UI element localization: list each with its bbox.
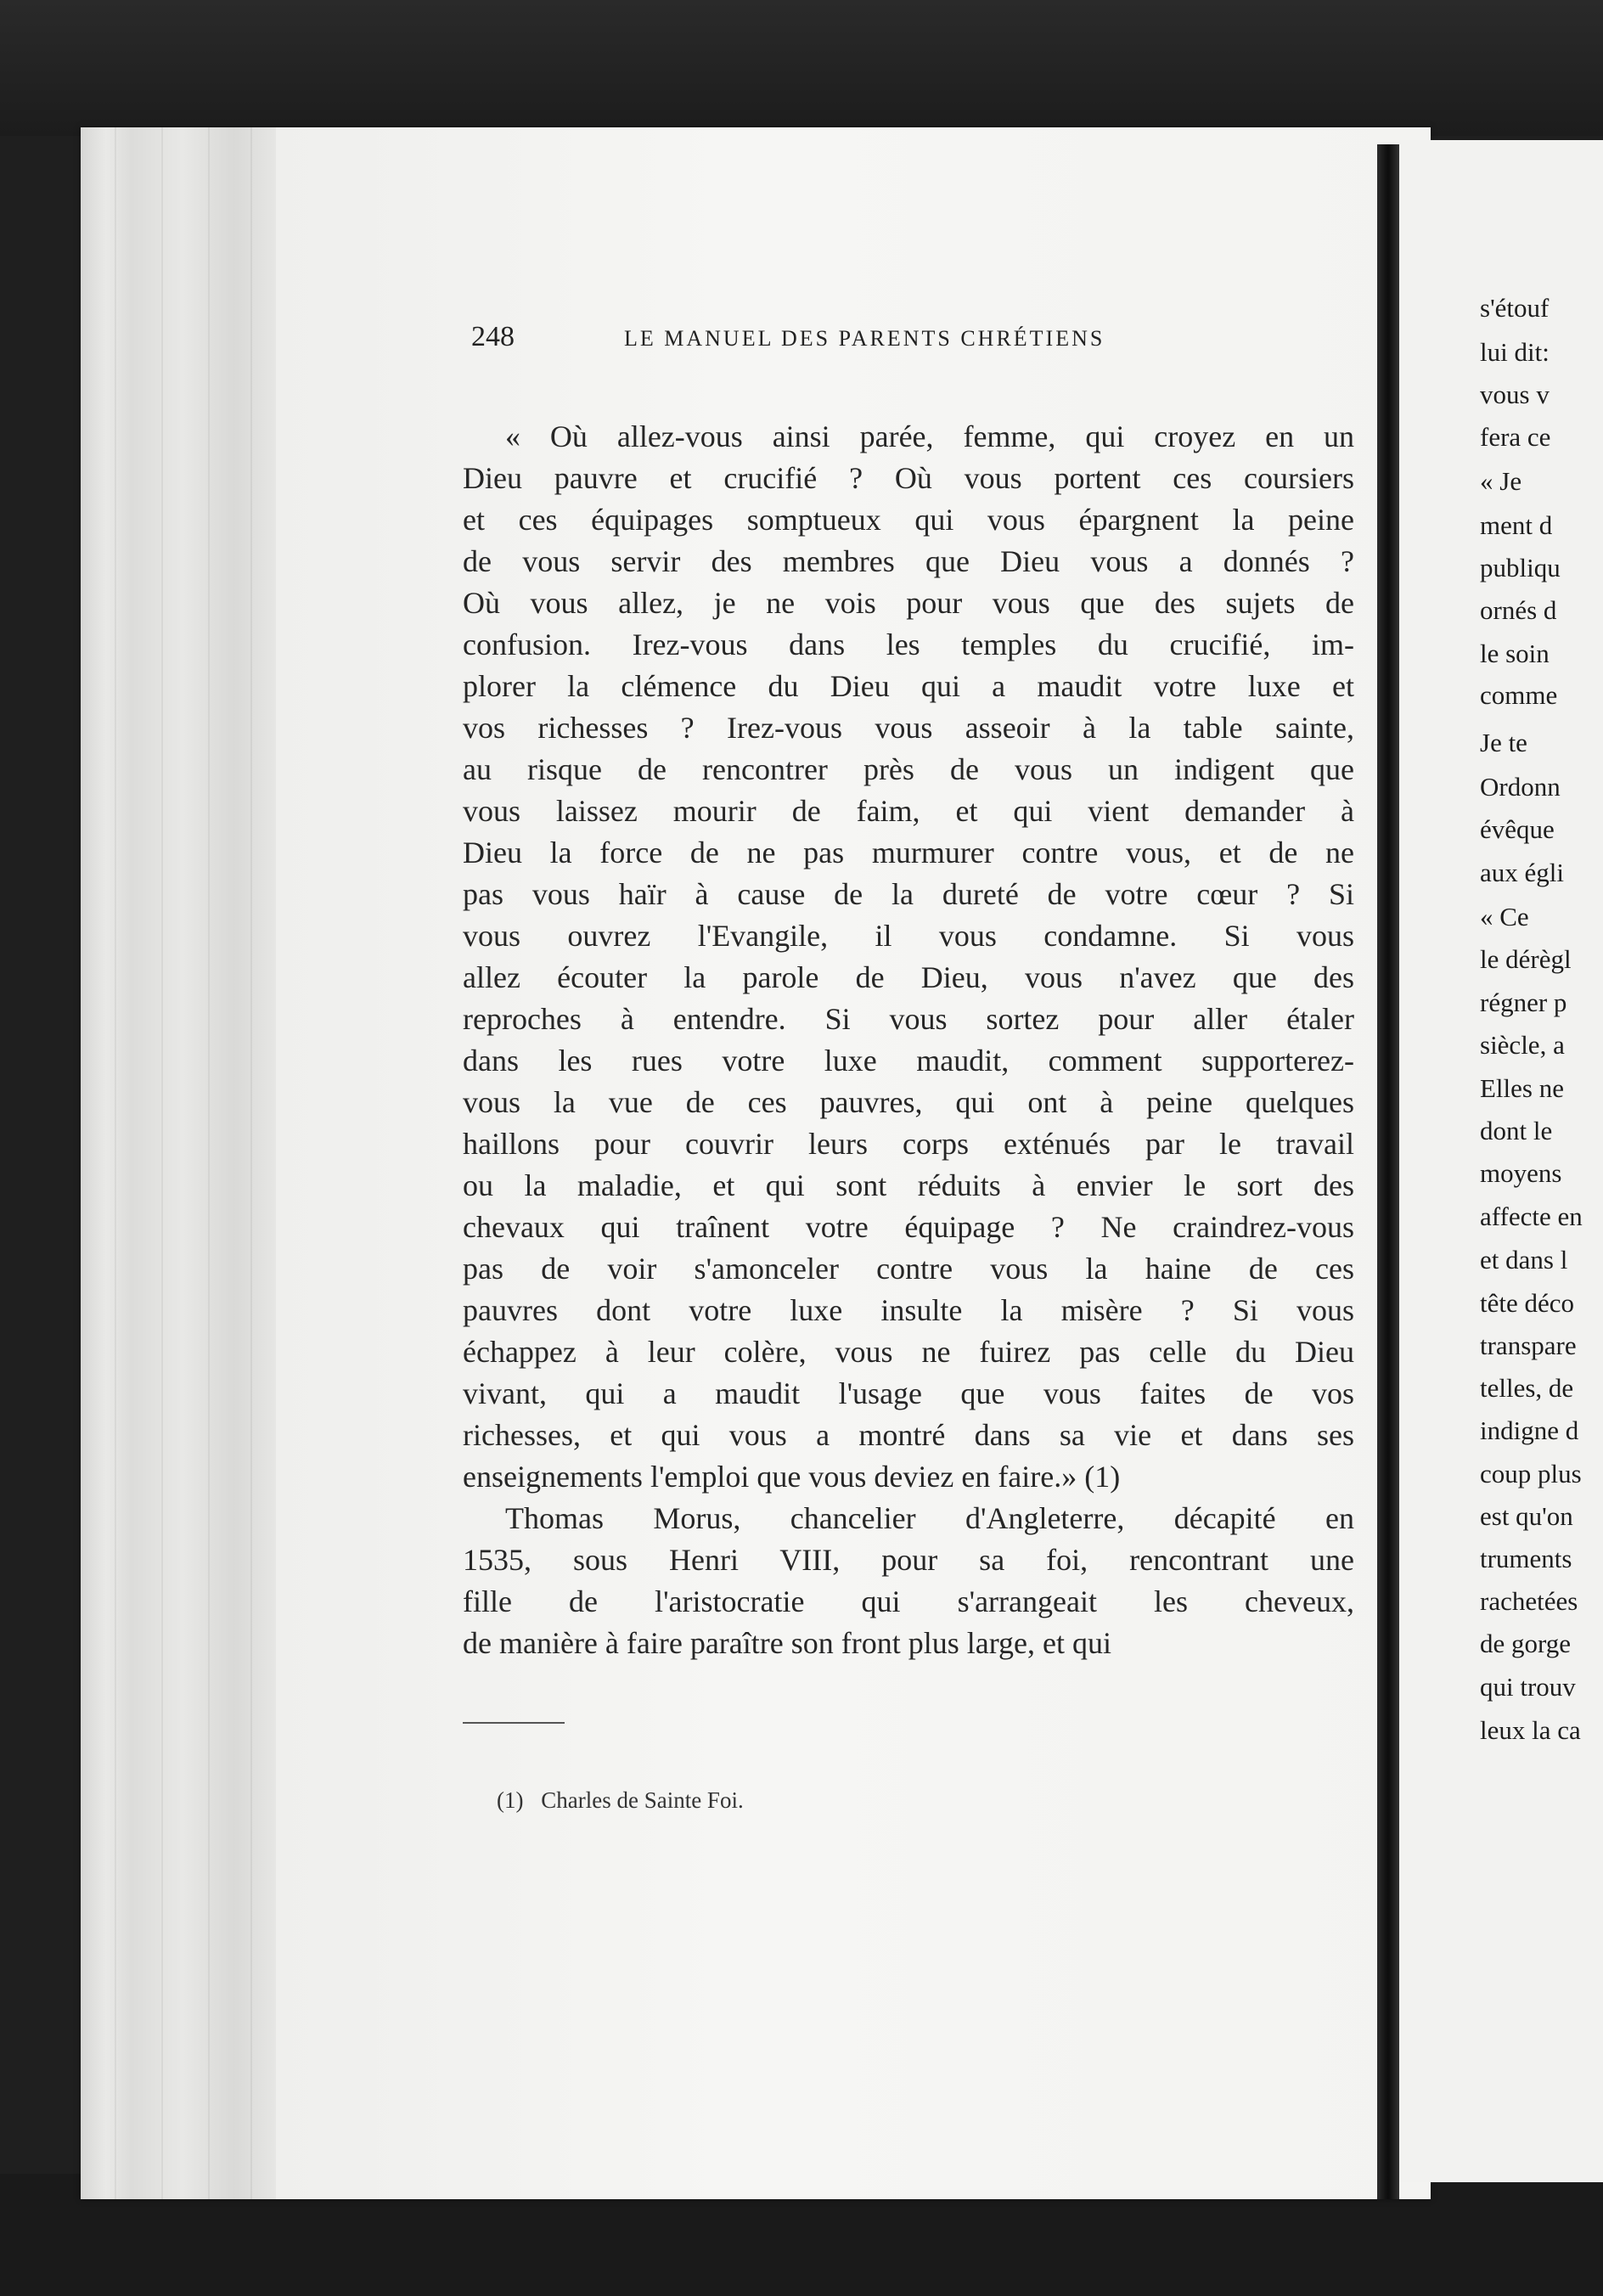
right-page-line: dont le — [1480, 1116, 1553, 1145]
right-page-line: ment d — [1480, 510, 1553, 540]
right-page-line: vous v — [1480, 380, 1550, 409]
right-page-line: telles, de — [1480, 1373, 1574, 1403]
footnote-text: Charles de Sainte Foi. — [541, 1787, 744, 1813]
text-line: échappez à leur colère, vous ne fuirez pas celle du Dieu — [463, 1335, 1354, 1369]
text-line: de vous servir des membres que Dieu vous a donnés ? — [463, 544, 1354, 578]
right-page-line: Ordonn — [1480, 772, 1561, 802]
right-page-line: indigne d — [1480, 1415, 1579, 1445]
right-page-line: évêque — [1480, 814, 1555, 844]
right-page-line: moyens — [1480, 1158, 1562, 1188]
right-page-line: affecte en — [1480, 1201, 1583, 1231]
page-header — [471, 321, 1333, 363]
right-page-line: le soin — [1480, 639, 1550, 668]
text-line: confusion. Irez-vous dans les temples du crucifié, im- — [463, 627, 1354, 661]
right-page-line: qui trouv — [1480, 1672, 1576, 1702]
text-line: allez écouter la parole de Dieu, vous n'avez que des — [463, 960, 1354, 994]
right-page-line: comme — [1480, 680, 1558, 710]
text-line: pas de voir s'amonceler contre vous la haine de ces — [463, 1252, 1354, 1286]
right-page-line: truments — [1480, 1544, 1572, 1573]
right-page-line: et dans l — [1480, 1245, 1568, 1275]
right-page-line: rachetées — [1480, 1586, 1578, 1616]
right-page-line: ornés d — [1480, 595, 1557, 625]
right-page-line: transpare — [1480, 1331, 1577, 1360]
page-number: 248 — [471, 321, 515, 352]
text-line: et ces équipages somptueux qui vous épargnent la peine — [463, 503, 1354, 537]
text-line: fille de l'aristocratie qui s'arrangeait les cheveux, — [463, 1584, 1354, 1618]
running-title: LE MANUEL DES PARENTS CHRÉTIENS — [624, 326, 1105, 351]
right-page-line: Elles ne — [1480, 1073, 1564, 1103]
text-line: ou la maladie, et qui sont réduits à envier le sort des — [463, 1168, 1354, 1202]
text-line: pas vous haïr à cause de la dureté de votre cœur ? Si — [463, 877, 1354, 911]
right-page-line: s'étouf — [1480, 293, 1550, 323]
text-line: haillons pour couvrir leurs corps exténués par le travail — [463, 1127, 1354, 1161]
text-line: vivant, qui a maudit l'usage que vous faites de vos — [463, 1376, 1354, 1410]
right-page-line: Je te — [1480, 728, 1527, 757]
text-line: pauvres dont votre luxe insulte la misère ? Si vous — [463, 1293, 1354, 1327]
right-page-line: siècle, a — [1480, 1030, 1565, 1060]
footnote-rule — [463, 1722, 565, 1724]
right-page-line: tête déco — [1480, 1288, 1575, 1318]
right-page-line: régner p — [1480, 988, 1567, 1017]
text-line: de manière à faire paraître son front plus large, et qui — [463, 1626, 1112, 1660]
text-line: « Où allez-vous ainsi parée, femme, qui croyez en un — [505, 419, 1354, 453]
body-text — [463, 416, 1354, 1664]
right-page-line: est qu'on — [1480, 1501, 1573, 1531]
text-line: dans les rues votre luxe maudit, comment supporterez- — [463, 1044, 1354, 1078]
text-line: Où vous allez, je ne vois pour vous que des sujets de — [463, 586, 1354, 620]
text-line: au risque de rencontrer près de vous un indigent que — [463, 752, 1354, 786]
right-page-line: « Ce — [1480, 902, 1529, 931]
text-line: enseignements l'emploi que vous deviez en faire.» (1) — [463, 1460, 1121, 1494]
text-line: Dieu la force de ne pas murmurer contre vous, et de ne — [463, 836, 1354, 869]
right-page-line: coup plus — [1480, 1459, 1582, 1488]
book-gutter — [1377, 144, 1399, 2199]
right-page-line: publiqu — [1480, 553, 1561, 582]
text-line: Dieu pauvre et crucifié ? Où vous portent ces coursiers — [463, 461, 1354, 495]
scan-background-top — [0, 0, 1603, 136]
text-line: vos richesses ? Irez-vous vous asseoir à la table sainte, — [463, 711, 1354, 745]
right-page-line: « Je — [1480, 466, 1522, 496]
text-line: vous ouvrez l'Evangile, il vous condamne. Si vous — [463, 919, 1354, 953]
right-page-line: de gorge — [1480, 1629, 1572, 1658]
page-edge-stack — [81, 127, 276, 2199]
right-page-line: fera ce — [1480, 422, 1551, 452]
right-page-line: leux la ca — [1480, 1715, 1581, 1745]
right-page-line: lui dit: — [1480, 337, 1550, 367]
text-line: plorer la clémence du Dieu qui a maudit votre luxe et — [463, 669, 1354, 703]
footnote — [497, 1787, 744, 1814]
right-page-line: le dérègl — [1480, 944, 1572, 974]
text-line: vous laissez mourir de faim, et qui vient demander à — [463, 794, 1354, 828]
text-line: Thomas Morus, chancelier d'Angleterre, décapité en — [505, 1501, 1354, 1535]
text-line: richesses, et qui vous a montré dans sa vie et dans ses — [463, 1418, 1354, 1452]
right-page-line: aux égli — [1480, 858, 1564, 887]
right-page — [1399, 140, 1603, 2182]
footnote-number: (1) — [497, 1787, 524, 1813]
text-line: reproches à entendre. Si vous sortez pour aller étaler — [463, 1002, 1354, 1036]
text-line: 1535, sous Henri VIII, pour sa foi, rencontrant une — [463, 1543, 1354, 1577]
text-line: chevaux qui traînent votre équipage ? Ne craindrez-vous — [463, 1210, 1354, 1244]
text-line: vous la vue de ces pauvres, qui ont à peine quelques — [463, 1085, 1354, 1119]
